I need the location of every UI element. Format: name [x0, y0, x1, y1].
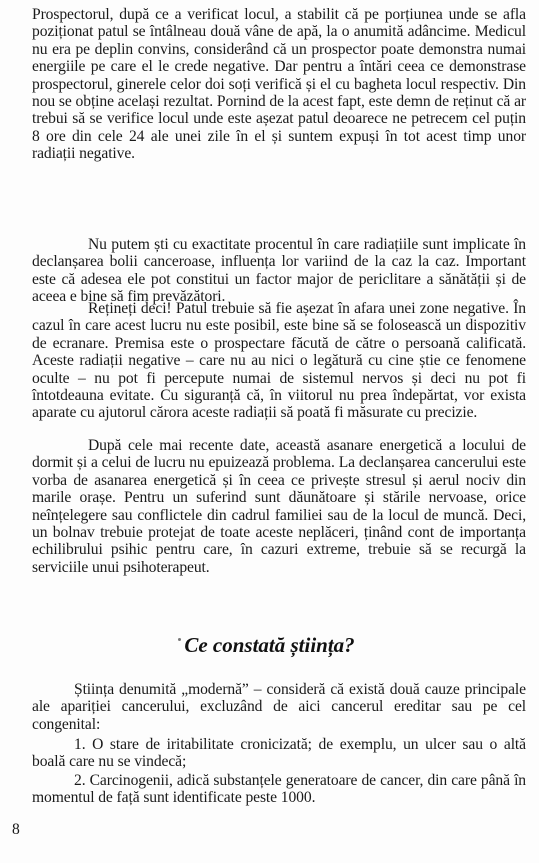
paragraph-modern-science	[32, 681, 526, 733]
list-item-irritability	[32, 736, 526, 771]
paragraph-text: După cele mai recente date, această asanare energetică a locului de dormit și a celui de lucru nu epuizează problema. La declanșarea cancerului este vorba de asanarea energetică și în ceea ce privește stresul și aerul nociv din marile orașe. Pentru un suferind sunt dăunătoare și stările nervoase, orice neînțelegere sau conflictele din cadrul familiei sau de la locul de muncă. Deci, un bolnav trebuie protejat de toate aceste neplăceri, ținând cont de importanța echilibrului psihic pentru care, în cazuri extreme, trebuie să se recurgă la serviciile unui psihoterapeut.	[32, 437, 526, 576]
paragraph-text: Prospectorul, după ce a verificat locul, a stabilit că pe porțiunea unde se afla poziționat patul se întâlneau două vâne de apă, la o anumită adâncime. Medicul nu era pe deplin convins, considerând că un prospector poate demonstra numai energiile pe care el le crede negative. Dar pentru a întări ceea ce demonstrase prospectorul, ginerele celor doi soți verifică și el cu bagheta locul respectiv. Din nou se obține același rezultat. Pornind de la acest fapt, este demn de reținut că ar trebui să se verifice locul unde este așezat patul deoarece ne petrecem cel puțin 8 ore din cele 24 ale unei zile în el și suntem expuși în tot acest timp unor radiații negative.	[32, 6, 526, 163]
list-item-text: 2. Carcinogenii, adică substanțele generatoare de cancer, din care până în momentul de față sunt identificate peste 1000.	[32, 772, 526, 807]
section-heading: Ce constată știința?	[184, 633, 355, 657]
list-item-carcinogens	[32, 772, 526, 807]
paragraph-prospector-verification	[32, 6, 526, 163]
list-item-text: 1. O stare de iritabilitate cronicizată; de exemplu, un ulcer sau o altă boală care nu se vindecă;	[32, 736, 526, 771]
paragraph-energetic-sanitation	[32, 437, 526, 576]
paragraph-bed-placement	[32, 300, 526, 422]
paragraph-text: Rețineți deci! Patul trebuie să fie așezat în afara unei zone negative. În cazul în care acest lucru nu este posibil, este bine să se folosească un dispozitiv de ecranare. Premisa este o prospectare făcută de către o persoană calificată. Aceste radiații negative – care nu au nici o legătură cu cine știe ce fenomene oculte – nu pot fi percepute numai de sistemul nervos și deci nu pot fi întotdeauna evitate. Cu siguranță că, în viitorul nu prea îndepărtat, vor exista aparate cu ajutorul cărora aceste radiații să poată fi măsurate cu precizie.	[32, 300, 526, 422]
page-number: 8	[12, 821, 20, 838]
paragraph-radiation-percentage	[32, 236, 526, 306]
paragraph-text: Știința denumită „modernă” – consideră că există două cauze principale ale apariției cancerului, excluzând de aici cancerul ereditar sau pe cel congenital:	[32, 681, 526, 733]
paragraph-text: Nu putem ști cu exactitate procentul în care radiațiile sunt implicate în declanșarea bolii canceroase, influența lor variind de la caz la caz. Important este că adesea ele pot constitui un factor major de periclitare a sănătății și de aceea e bine să fim prevăzători.	[32, 236, 526, 306]
